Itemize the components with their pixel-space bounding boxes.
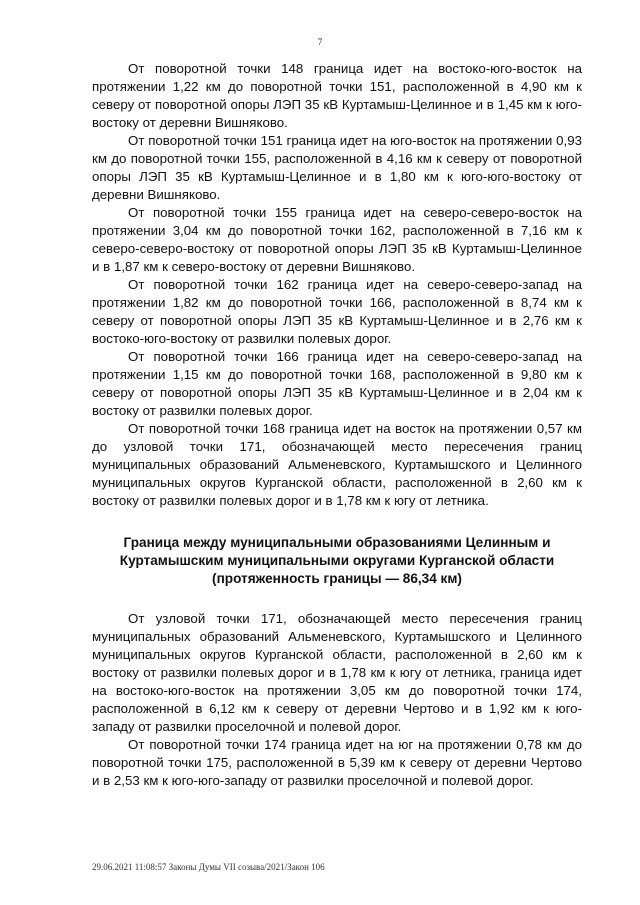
paragraph-151-155: От поворотной точки 151 граница идет на юго-восток на протяжении 0,93 км до поворотной точки 155, расположенной в 4,16 км к северу от поворотной опоры ЛЭП 35 кВ Куртамыш-Целинное и в 1,80 км к юго-юго-востоку от деревни Вишняково. <box>92 133 582 202</box>
paragraph-166-168: От поворотной точки 166 граница идет на северо-северо-запад на протяжении 1,15 км до поворотной точки 168, расположенной в 9,80 км к северу от поворотной опоры ЛЭП 35 кВ Куртамыш-Целинное и в 2,04 км к востоку от развилки полевых дорог. <box>92 349 582 418</box>
document-footer: 29.06.2021 11:08:57 Законы Думы VII созыва/2021/Закон 106 <box>92 862 325 872</box>
paragraph-171-174: От узловой точки 171, обозначающей место пересечения границ муниципальных образований Альменевского, Куртамышского и Целинного муниципальных округов Курганской области, расположенной в 2,60 км к востоку от развилки полевых дорог и в 1,78 км к югу от летника, граница идет на востоко-юго-восток на протяжении 3,05 км до поворотной точки 174, расположенной в 6,12 км к северу от деревни Чертово и в 1,92 км к юго-западу от развилки проселочной и полевой дорог. <box>92 611 582 734</box>
paragraph-174-175: От поворотной точки 174 граница идет на юг на протяжении 0,78 км до поворотной точки 175, расположенной в 5,39 км к северу от деревни Чертово и в 2,53 км к юго-юго-западу от развилки проселочной и полевой дорог. <box>92 737 582 788</box>
paragraph-155-162: От поворотной точки 155 граница идет на северо-северо-восток на протяжении 3,04 км до поворотной точки 162, расположенной в 7,16 км к северо-северо-востоку от поворотной опоры ЛЭП 35 кВ Куртамыш-Целинное и в 1,87 км к северо-востоку от деревни Вишняково. <box>92 205 582 274</box>
section-heading: Граница между муниципальными образованиями Целинным и Куртамышским муниципальными округами Курганской области (протяженность границы — 86,34 км) <box>119 535 555 586</box>
document-body <box>92 60 582 790</box>
paragraph-168-171: От поворотной точки 168 граница идет на восток на протяжении 0,57 км до узловой точки 171, обозначающей место пересечения границ муниципальных образований Альменевского, Куртамышского и Целинного муниципальных округов Курганской области, расположенной в 2,60 км к востоку от развилки полевых дорог и в 1,78 км к югу от летника. <box>92 421 582 508</box>
page-number: 7 <box>317 37 323 47</box>
paragraph-162-166: От поворотной точки 162 граница идет на северо-северо-запад на протяжении 1,82 км до поворотной точки 166, расположенной в 8,74 км к северу от поворотной опоры ЛЭП 35 кВ Куртамыш-Целинное и в 2,76 км к востоко-юго-востоку от развилки полевых дорог. <box>92 277 582 346</box>
paragraph-148-151: От поворотной точки 148 граница идет на востоко-юго-восток на протяжении 1,22 км до поворотной точки 151, расположенной в 4,90 км к северу от поворотной опоры ЛЭП 35 кВ Куртамыш-Целинное и в 1,45 км к юго-востоку от деревни Вишняково. <box>92 61 582 130</box>
